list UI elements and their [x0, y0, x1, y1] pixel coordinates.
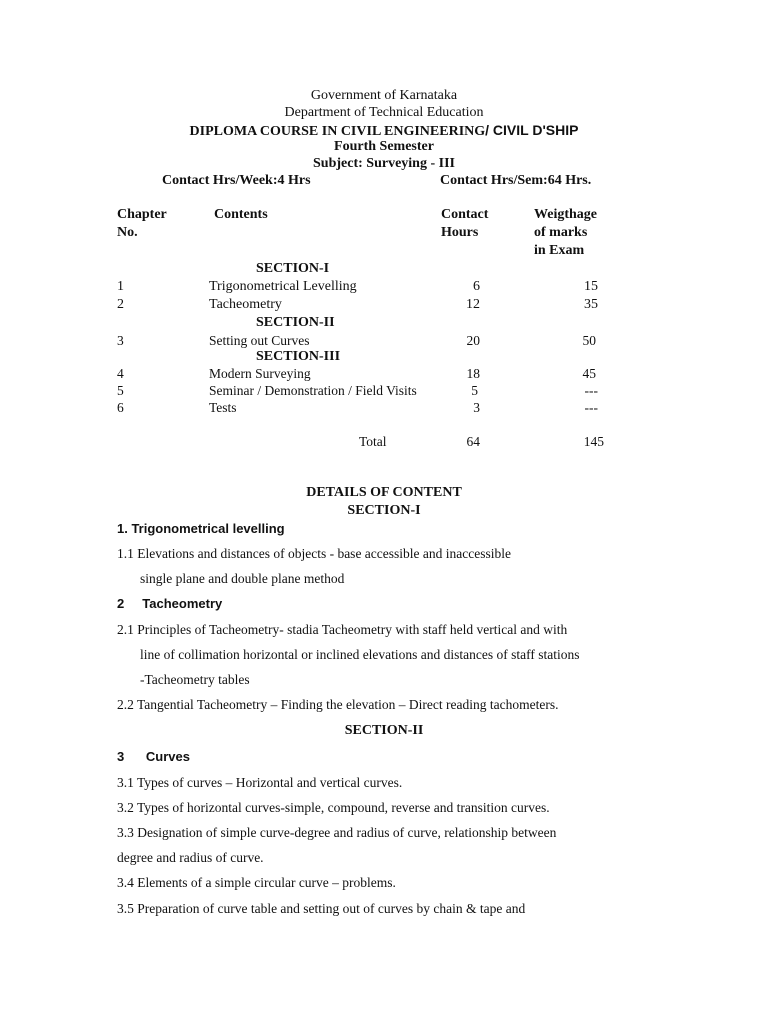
row-no: 3 — [117, 333, 124, 348]
row-no: 4 — [117, 366, 124, 381]
paragraph: degree and radius of curve. — [117, 850, 264, 865]
course-title-sans: / CIVIL D'SHIP — [485, 122, 579, 138]
subject-line: Subject: Surveying - III — [313, 156, 455, 171]
paragraph: 2.2 Tangential Tacheometry – Finding the elevation – Direct reading tachometers. — [117, 697, 559, 712]
row-hours: 12 — [466, 297, 480, 312]
row-no: 5 — [117, 383, 124, 398]
row-marks: --- — [584, 383, 598, 398]
section-heading: SECTION-III — [256, 349, 341, 364]
paragraph: 3.3 Designation of simple curve-degree and radius of curve, relationship between — [117, 825, 557, 840]
row-no: 1 — [117, 279, 124, 294]
row-content: Trigonometrical Levelling — [209, 279, 357, 294]
contact-hrs-sem: Contact Hrs/Sem:64 Hrs. — [440, 173, 592, 188]
total-hours: 64 — [466, 434, 480, 449]
row-marks: --- — [584, 400, 598, 415]
paragraph: 2.1 Principles of Tacheometry- stadia Tacheometry with staff held vertical and with — [117, 622, 568, 637]
row-marks: 45 — [582, 366, 596, 381]
details-section-heading: SECTION-I — [347, 503, 421, 518]
row-hours: 3 — [473, 400, 480, 415]
paragraph: -Tacheometry tables — [140, 672, 250, 687]
section-heading: SECTION-I — [256, 261, 330, 276]
department-line: Department of Technical Education — [284, 105, 484, 120]
row-no: 6 — [117, 400, 124, 415]
header-contents: Contents — [214, 207, 268, 222]
paragraph: 3.4 Elements of a simple circular curve – problems. — [117, 875, 396, 890]
header-hours: Hours — [441, 225, 479, 240]
total-label: Total — [359, 434, 387, 449]
chapter-heading: 1. Trigonometrical levelling — [117, 521, 285, 536]
header-contact: Contact — [441, 207, 489, 222]
row-content: Tacheometry — [209, 297, 282, 312]
course-title — [0, 122, 768, 140]
row-hours: 18 — [466, 366, 480, 381]
paragraph: 1.1 Elevations and distances of objects - base accessible and inaccessible — [117, 546, 511, 561]
paragraph: single plane and double plane method — [140, 571, 345, 586]
row-no: 2 — [117, 297, 124, 312]
header-chapter: Chapter — [117, 207, 167, 222]
contact-hrs-week: Contact Hrs/Week:4 Hrs — [162, 173, 311, 188]
paragraph: 3.2 Types of horizontal curves-simple, compound, reverse and transition curves. — [117, 800, 550, 815]
paragraph: line of collimation horizontal or inclined elevations and distances of staff stations — [140, 647, 580, 662]
details-title: DETAILS OF CONTENT — [306, 485, 462, 500]
row-content: Seminar / Demonstration / Field Visits — [209, 383, 417, 398]
semester-line: Fourth Semester — [334, 139, 434, 154]
paragraph: 3.5 Preparation of curve table and setting out of curves by chain & tape and — [117, 901, 526, 916]
header-of-marks: of marks — [534, 225, 588, 240]
total-marks: 145 — [583, 434, 604, 449]
row-hours: 6 — [473, 279, 480, 294]
chapter-heading: 3 Curves — [117, 749, 190, 764]
row-marks: 15 — [584, 279, 598, 294]
header-chapter-no: No. — [117, 225, 138, 240]
row-marks: 50 — [582, 333, 596, 348]
course-title-serif: DIPLOMA COURSE IN CIVIL ENGINEERING — [189, 124, 486, 139]
government-line: Government of Karnataka — [310, 88, 458, 103]
row-hours: 5 — [471, 383, 478, 398]
row-hours: 20 — [466, 333, 480, 348]
section-heading: SECTION-II — [256, 315, 335, 330]
row-content: Setting out Curves — [209, 333, 310, 348]
row-content: Modern Surveying — [209, 366, 311, 381]
header-in-exam: in Exam — [534, 243, 585, 258]
row-marks: 35 — [584, 297, 598, 312]
details-section-heading: SECTION-II — [344, 723, 424, 738]
paragraph: 3.1 Types of curves – Horizontal and vertical curves. — [117, 775, 403, 790]
header-weightage: Weigthage — [534, 207, 597, 222]
row-content: Tests — [209, 400, 237, 415]
chapter-heading: 2 Tacheometry — [117, 596, 223, 611]
